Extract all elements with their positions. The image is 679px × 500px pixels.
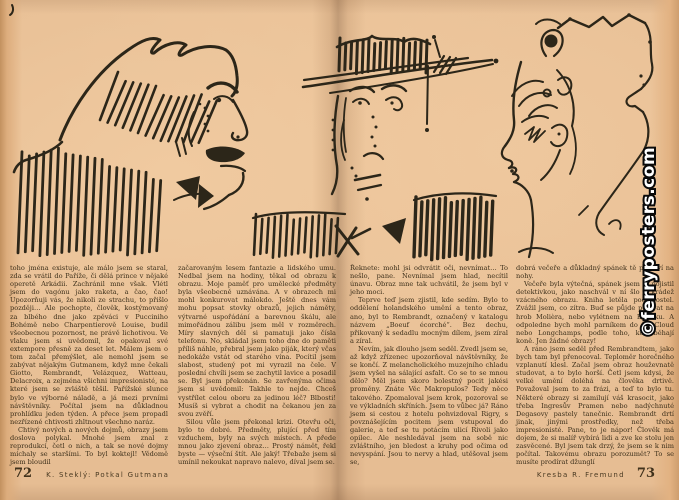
- text-column-1: [10, 264, 168, 466]
- hat-figure-sketch: [253, 35, 498, 260]
- running-title-left: K. Steklý: Potkal Gutmana: [46, 471, 170, 479]
- paragraph: Večeře byla výtečná, spánek jsem si pojistil detektivkou, jako naschvál v ní šlo o krádež vzácného obrazu. Kniha letěla pod postel. Zvážil jsem, co zítra. Buď se půjde podívat na hrob Molièra, nebo vylétnem na Eiffelku. A odpoledne bych mohl parníkem do St. Cloud nebo Longchamps, podle toho, kde běhají koně. Jen žádné obrazy!: [516, 280, 674, 345]
- paragraph: toho jména existuje, ale málo jsem se staral, zda se vrátil do Paříže, či dělá prince v nějaké operetě Arkádii. Zachránil mne však. Vlétl jsem do vagónu jako raketa, a čao, čao! Upozorňuji vás, že nikoli ze strachu, to přišlo později… Ale pochopte, člověk, kostýmovaný za blbého dne jako zpěváci v Pucciniho Bohémě nebo Charpentierově Louise, budil všeobecnou pozornost, ne právě lichotivou. Ve vlaku jsem si uvědomil, že opakoval své extempore přesně za deset let. Málem jsem o tom začal přemýšlet, ale nemohl jsem se zabývat nějakým Gutmanem, když mne čekali Giotto, Rembrandt, Velázquez, Watteau, Delacroix, a zejména všichni impresionisté, na které jsem se zvláště těšil. Pařížské slunce bylo ve výborné náladě, a já mezi prvními návštěvníky. Počítal jsem na důkladnou prohlídku jeden týden. A přece jsem propadl nezřízené chtivosti zhltnout všechno naráz.: [10, 264, 168, 426]
- paragraph: Řeknete: mohl jsi odvrátit oči, nevnímat… To nešlo, pane. Nevnímal jsem hlad, necítil únavu. Obraz mne tak uchvátil, že jsem byl v jeho moci.: [350, 264, 508, 297]
- right-page-footer: [537, 466, 655, 481]
- center-profile-sketch: [502, 20, 576, 258]
- page-number-left: 72: [14, 466, 33, 481]
- paragraph: Chtivý nových a nových dojmů, obrazy jsem doslova polykal. Mnohé jsem znal z reprodukcí, četl o nich, a tak se nové dojmy míchaly se staršími. To byl koktejl! Vědomě jsem bloudil: [10, 425, 168, 467]
- text-column-2: [178, 264, 336, 466]
- paragraph: začarovaným lesem fantazie a lidského umu. Nedbal jsem na hodiny, těkal od obrazu k obrazu. Moje paměť pro umělecké předměty byla všeobecně uznávána. A v obrazech mi mohl konkurovat málokdo. Ještě dnes vám mohu popsat stovky obrazů, jejich náměty, výtvarné uspořádání a barevnou škálu, ale mimořádnou zálibu jsem měl v rozměrech. Míry slavných děl si pamatuji jako čísla telefonu. No, skládal jsem toho dne do paměti příliš náhle, přebral jsem jako piják, který včas nedokáže vstát od starého vína. Pocítil jsem slabost, studený pot mi vyrazil na čele. V poslední chvíli jsem se zachytil lavice a posadil se. Byl jsem překonán. Se zavřenýma očima jsem si uvědomil: Takhle to nejde. Chceš vystřílet celou oboru za jedinou léč? Blbosti! Musíš si vybrat a chodit na čekanou jen za svou zvěří.: [178, 264, 336, 418]
- left-page-footer: [14, 466, 169, 481]
- left-portrait-sketch: [14, 38, 247, 255]
- text-column-3: [350, 264, 508, 466]
- page-number-right: 73: [636, 466, 655, 481]
- paragraph: A ráno jsem seděl před Rembrandtem, jako bych tam byl přenocoval. Teploměr horečného vzplanutí klesl. Začal jsem obraz houževnatě studovat, a to bylo horší. Četl jsem kdysi, že velké umění doléhá na člověka drtivě. Považoval jsem to za frázi, a teď to bylo tu. Některé obrazy si zamilují váš krasocit, jako třeba Ingresův Pramen nebo nadýchnuté Degasovy pastely tanečnic. Rembrandt drtí jinak, jinými prostředky, než třeba impresionisté. Pane, to je nápor! Člověk má dojem, že si malíř vybírá lidi a zve ke stolu jen zasvěcené. Byl jsem tak drzý, že jsem se k nim počítal. Takovému obrazu porozumět? To se musíte prodírat džunglí: [516, 344, 674, 467]
- watermark: ©ferryposters.com: [639, 146, 659, 338]
- paragraph: dobrá večeře a důkladný spánek tě postaví na nohy.: [516, 264, 674, 281]
- page-corner-mark: [10, 5, 13, 15]
- paragraph: Teprve teď jsem zjistil, kde sedím. Bylo to oddělení holandského umění a tento obraz, ano, byl to Rembrandt, označený v katalogu názvem „Boeuf écorché“. Bez dechu, přikovaný k sedadlu mocným dílem, jsem zíral a zíral.: [350, 296, 508, 345]
- paragraph: Nevím, jak dlouho jsem seděl. Zvedl jsem se, až když zřízenec upozorňoval návštěvníky, že se končí. Z melancholického muzejního chladu jsem vyšel na sálající asfalt. Co se to se mnou dělo? Měl jsem skoro bolestný pocit jakési proměny. Znáte Věc Makropulos? Tedy něco takového. Zpomaloval jsem krok, pozoroval se ve výkladních skříních. Jsem to vůbec já? Ráno jsem si cestou z hotelu pohvizdoval Rigry, s povznášejícím pocitem jsem vstupoval do galerie, a teď se tu potácím ulicí Rivoli jako opilec. Ale neshledával jsem na sobě nic zvláštního, jen bledost a kruhy pod očima od nevyspání. Jsou to nervy a hlad, utěšoval jsem se,: [350, 344, 508, 467]
- running-title-right: Kresba R. Fremund: [536, 471, 625, 479]
- paragraph: Silou vůle jsem překonal krizi. Otevřu oči, bylo to dobré. Předměty, plující před tím vzduchem, byly na svých místech. A přede mnou jako zjevení obraz… Prostý námět, řekl byste — výseční štít. Ale jaký! Třebaže jsem si umínil nekoukat napravo nalevo, díval jsem se.: [178, 417, 336, 467]
